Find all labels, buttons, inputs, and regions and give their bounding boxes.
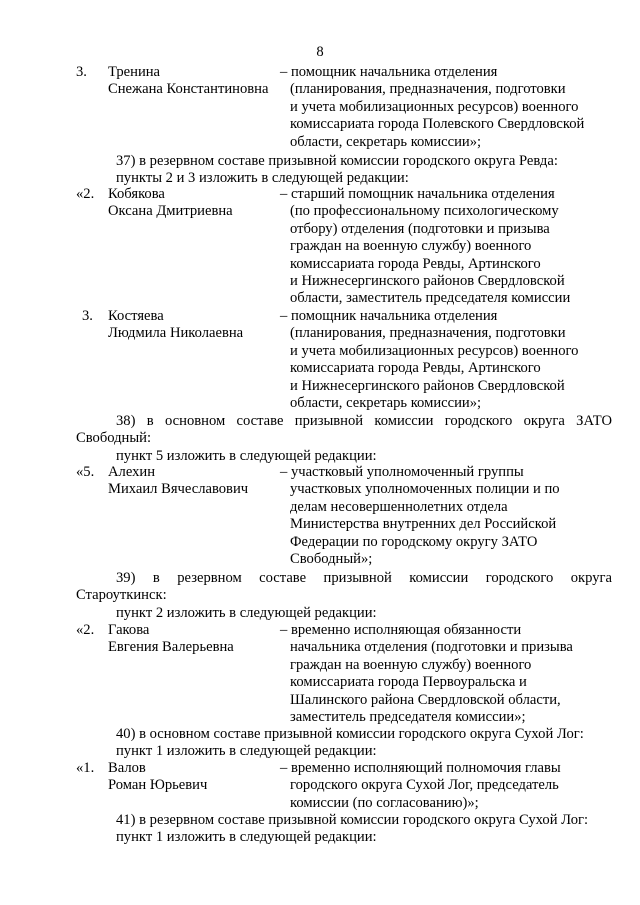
member-name: Гакова Евгения Валерьевна xyxy=(108,622,234,656)
member-role: – старший помощник начальника отделения (по профессиональному психологическому отбору) отделения (подготовки и призыва граждан на военную службу) военного комиссариата города Ревды, Артинского и Нижнесергинского районов Свердловской области, заместитель председателя комиссии xyxy=(280,186,571,307)
member-name: Кобякова Оксана Дмитриевна xyxy=(108,186,233,220)
entry-number: «2. xyxy=(76,622,95,638)
member-role: – помощник начальника отделения (планирования, предназначения, подготовки и учета мобилизационных ресурсов) военного комиссариата города Ревды, Артинского и Нижнесергинского районов Свердловской области, секретарь комиссии»; xyxy=(280,308,579,412)
entry-number: «5. xyxy=(76,464,95,480)
entry-number: 3. xyxy=(76,64,87,80)
paragraph-40: 40) в основном составе призывной комиссии городского округа Сухой Лог: пункт 1 изложить в следующей редакции: xyxy=(116,726,584,760)
paragraph-38: 38) в основном составе призывной комиссии городского округа ЗАТО Свободный: пункт 5 изложить в следующей редакции: xyxy=(76,413,612,464)
member-role: – временно исполняющая обязанности начальника отделения (подготовки и призыва граждан на военную службу) военного комиссариата города Первоуральска и Шалинского района Свердловской области, заместитель председателя комиссии»; xyxy=(280,622,573,726)
member-name: Валов Роман Юрьевич xyxy=(108,760,208,794)
paragraph-41: 41) в резервном составе призывной комиссии городского округа Сухой Лог: пункт 1 изложить в следующей редакции: xyxy=(116,812,589,846)
entry-number: «2. xyxy=(76,186,95,202)
member-name: Алехин Михаил Вячеславович xyxy=(108,464,249,498)
page-number: 8 xyxy=(316,44,324,60)
paragraph-39: 39) в резервном составе призывной комиссии городского округа Староуткинск: пункт 2 изложить в следующей редакции: xyxy=(76,570,612,621)
member-name: Костяева Людмила Николаевна xyxy=(108,308,244,342)
member-role: – временно исполняющий полномочия главы городского округа Сухой Лог, председатель комиссии (по согласованию)»; xyxy=(280,760,561,811)
paragraph-37: 37) в резервном составе призывной комиссии городского округа Ревда: пункты 2 и 3 изложить в следующей редакции: xyxy=(116,153,558,187)
entry-number: «1. xyxy=(76,760,95,776)
member-name: Тренина Снежана Константиновна xyxy=(108,64,269,98)
member-role: – помощник начальника отделения (планирования, предназначения, подготовки и учета мобилизационных ресурсов) военного комиссариата города Полевского Свердловской области, секретарь комиссии»; xyxy=(280,64,585,150)
member-role: – участковый уполномоченный группы участковых уполномоченных полиции и по делам несовершеннолетних отдела Министерства внутренних дел Российской Федерации по городскому округу ЗАТО Свободный»; xyxy=(280,464,560,568)
entry-number: 3. xyxy=(82,308,93,324)
